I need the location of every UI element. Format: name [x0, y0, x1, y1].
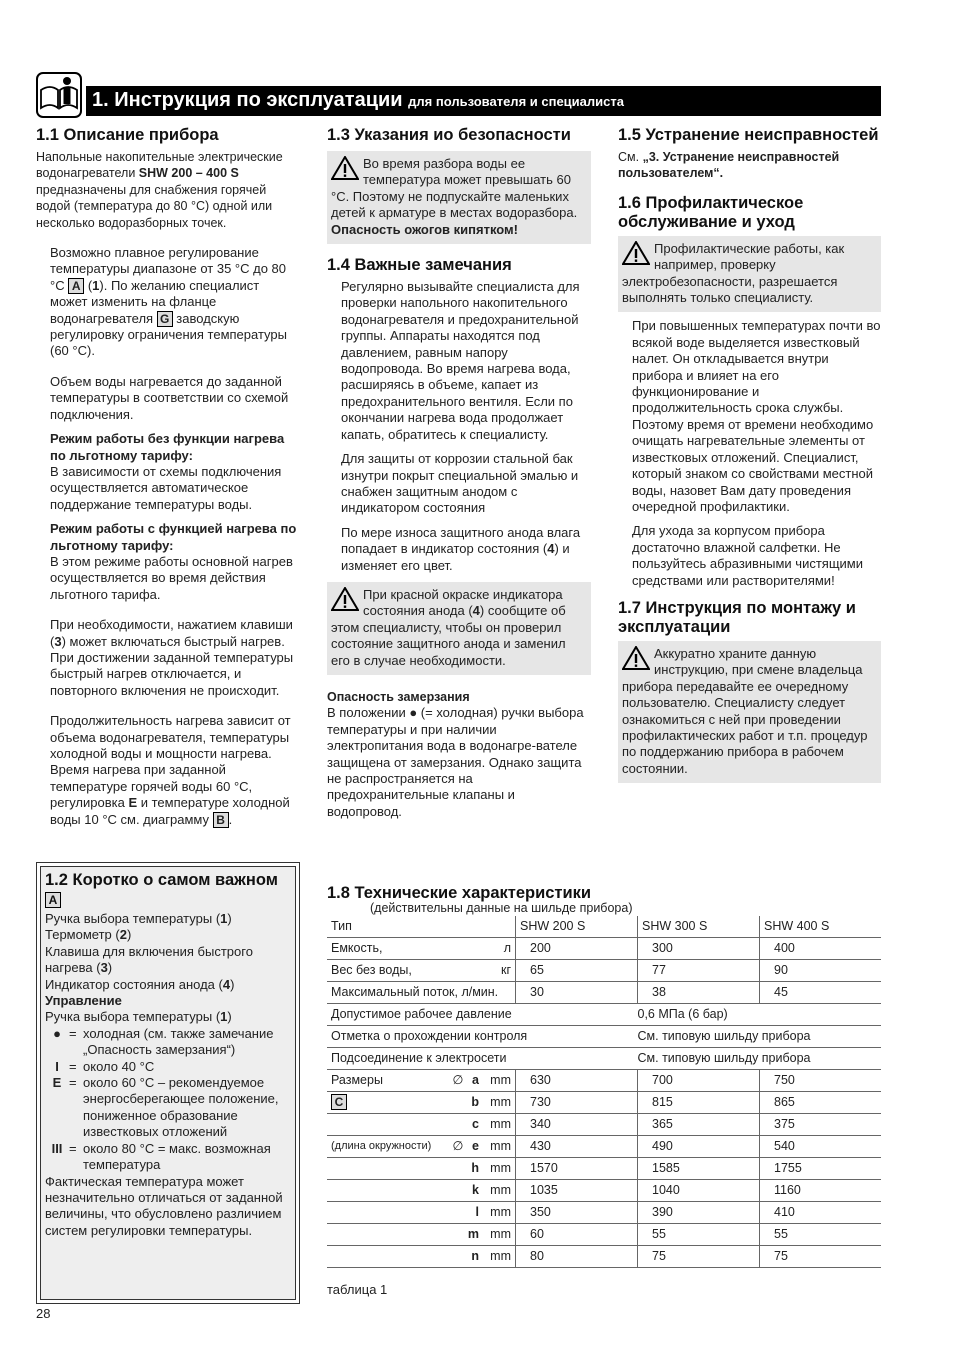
table-row	[327, 938, 881, 960]
table-cell	[327, 1246, 516, 1268]
table-cell: 375	[760, 1114, 882, 1136]
column-3	[618, 126, 881, 783]
warning-icon	[622, 646, 650, 670]
table-cell: 80	[516, 1246, 638, 1268]
paragraph: Продолжительность нагрева зависит от объема водонагревателя, температуры холодной воды и мощности нагрева. Время нагрева при заданной температуре горячей воды 60 °С, регулировка E и температуре холодной воды 10 °С см. диаграмму B .	[50, 713, 291, 827]
page-subtitle: для пользователя и специалиста	[408, 94, 624, 109]
subheading: Опасность замерзания	[327, 689, 470, 704]
dim-unit: mm	[490, 1161, 511, 1176]
dim-key: l	[475, 1205, 479, 1220]
table-cell	[327, 1114, 516, 1136]
dim-key: m	[467, 1227, 479, 1242]
mode-list	[45, 1026, 291, 1174]
warning-box: При красной окраске индикатора состояния анода (4) сообщите об этом специалисту, чтобы он проверил состояние защитного анода и заменил его в случае необходимости.	[327, 582, 591, 675]
table-row	[327, 982, 881, 1004]
list-item: Клавиша для включения быстрого нагрева (3)	[45, 943, 253, 976]
paragraph: Регулярно вызывайте специалиста для проверки напольного накопительного водонагревателя и предохранительной группы. Аппараты находятся под давлением, равным напору водопровода. Во время нагрева вода, расширяясь в объеме, капает из предохранительного вентиля. Если по окончании нагрева вода продолжает капать, обратитесь к специалисту.	[341, 279, 580, 442]
model-header: SHW 400 S	[760, 916, 882, 938]
mode-value: около 40 °С	[83, 1058, 155, 1074]
subheading: Режим работы с функцией нагрева по льготному тарифу:	[50, 521, 297, 553]
table-cell: 38	[638, 982, 760, 1004]
section-1-1: 1.1 Описание прибора Напольные накопительные электрические водонагреватели SHW 200 – 400 S предназначены для снабжения горячей водой (температура до 80 °С) одной или несколько водоразборных точек. Возможно плавное регулирование температуры диапазоне от 35 °С до 80 °С A (1). По желанию специалист может изменить на фланце водонагревателя G заводскую регулировку ограничения температуры (60 °С). Объем воды нагревается до заданной температуры в соответствии со схемой подключения. Режим работы без функции нагрева по льготному тарифу: В зависимости от схемы подключения осуществляется автоматическое поддержание температуры воды. Режим работы с функцией нагрева по льготному тарифу: В этом режиме работы основной нагрев осуществляется во время действия льготного тарифа. При необходимости, нажатием клавиши (3) может включаться быстрый нагрев. При достижении заданной температуры быстрый нагрев отключается, и повторного включения не происходит. Продолжительность нагрева зависит от объема водонагревателя, температуры холодной воды и мощности нагрева. Время нагрева при заданной температуре горячей воды 60 °С, регулировка E и температуре холодной воды 10 °С см. диаграмму B .	[36, 126, 297, 827]
table-row	[327, 1004, 881, 1026]
table-cell: 340	[516, 1114, 638, 1136]
warning-icon	[331, 587, 359, 611]
section-title: 1.7 Инструкция по монтажу и эксплуатации	[618, 598, 856, 636]
table-cell	[327, 1092, 516, 1114]
warning-icon	[622, 241, 650, 265]
section-title: 1.8 Технические характеристики	[327, 884, 592, 902]
dim-key: h	[471, 1161, 479, 1176]
table-row	[327, 1246, 881, 1268]
table-cell: 630	[516, 1070, 638, 1092]
table-cell: 45	[760, 982, 882, 1004]
table-cell: 60	[516, 1224, 638, 1246]
section-title: 1.5 Устранение неисправностей	[618, 126, 879, 144]
column-2	[327, 126, 591, 828]
model-header: SHW 200 S	[516, 916, 638, 938]
table-cell: 815	[638, 1092, 760, 1114]
dim-unit: mm	[490, 1139, 511, 1154]
mode-eq: =	[69, 1140, 77, 1156]
mode-row	[45, 1141, 291, 1174]
table-cell: 90	[760, 960, 882, 982]
dim-unit: mm	[490, 1205, 511, 1220]
table-row	[327, 1070, 881, 1092]
page-number: 28	[36, 1306, 51, 1321]
section-title: 1.2 Коротко о самом важном	[45, 871, 278, 889]
table-row	[327, 916, 881, 938]
row-label: Максимальный поток, л/мин.	[331, 985, 499, 1000]
dim-key: c	[472, 1117, 479, 1132]
mode-row	[45, 1026, 291, 1059]
table-row	[327, 1202, 881, 1224]
table-cell: 77	[638, 960, 760, 982]
dim-unit: mm	[490, 1249, 511, 1264]
row-label: Вес без воды,	[331, 963, 412, 978]
table-cell: 55	[638, 1224, 760, 1246]
item-list	[45, 911, 291, 993]
quick-reference-box	[36, 862, 300, 1304]
table-row	[327, 1026, 881, 1048]
section-title: 1.6 Профилактическое обслуживание и уход	[618, 193, 804, 231]
paragraph: Объем воды нагревается до заданной температуры в соответствии со схемой подключения.	[50, 373, 289, 422]
table-cell	[327, 1158, 516, 1180]
dim-key: n	[471, 1249, 479, 1264]
mode-value: около 60 °С – рекомендуемое энергосберегающее положение, пониженное образование известковых отложений	[83, 1075, 279, 1140]
table-cell: 1160	[760, 1180, 882, 1202]
table-cell: См. типовую шильду прибора	[638, 1048, 882, 1070]
paragraph: Для ухода за корпусом прибора достаточно влажной салфетки. Не пользуйтесь абразивными чистящими средствами или растворителями!	[632, 523, 863, 588]
table-cell: Тип	[327, 916, 516, 938]
table-row	[327, 1136, 881, 1158]
table-cell	[327, 1070, 516, 1092]
table-cell	[327, 938, 516, 960]
table-cell: 75	[760, 1246, 882, 1268]
paragraph: В положении ● (= холодная) ручки выбора температуры и при наличии электропитания вода в водонагре-вателе защищена от замерзания. Однако защита не распространяется на предохранительные клапаны и водопровод.	[327, 705, 584, 819]
note: Фактическая температура может незначительно отличаться от заданной величины, что обусловлено различием систем регулировки температуры.	[45, 1173, 283, 1238]
table-cell: 350	[516, 1202, 638, 1224]
warning-box: Во время разбора воды ее температура может превышать 60 °С. Поэтому не подпускайте маленьких детей к арматуре в местах водоразбора. Опасность ожогов кипятком!	[327, 151, 591, 244]
table-cell: 55	[760, 1224, 882, 1246]
table-cell: 410	[760, 1202, 882, 1224]
table-caption: таблица 1	[327, 1282, 388, 1297]
paragraph: В зависимости от схемы подключения осуществляется автоматическое поддержание температуры воды.	[50, 463, 282, 512]
dims-label: Размеры	[331, 1072, 383, 1087]
mode-eq: =	[69, 1025, 77, 1041]
book-info-icon	[36, 72, 82, 118]
section-title: 1.1 Описание прибора	[36, 126, 219, 144]
warning-box: Профилактические работы, как например, проверку электробезопасности, разрешается выполнять только специалисту.	[618, 236, 881, 313]
mode-value: около 80 °С = макс. возможная температура	[83, 1140, 271, 1173]
section-subtitle: (действительны данные на шильде прибора)	[370, 901, 633, 915]
table-row	[327, 1048, 881, 1070]
table-cell: См. типовую шильду прибора	[638, 1026, 882, 1048]
table-cell: 1755	[760, 1158, 882, 1180]
mode-key: E	[52, 1075, 62, 1091]
paragraph: См. „3. Устранение неисправностей пользователем“.	[618, 150, 840, 181]
paragraph: В этом режиме работы основной нагрев осуществляется во время действия льготного тарифа.	[50, 553, 293, 602]
table-cell: 540	[760, 1136, 882, 1158]
table-cell: 730	[516, 1092, 638, 1114]
table-cell: Подсоединение к электросети	[327, 1048, 638, 1070]
table-row	[327, 1158, 881, 1180]
dim-symbol: ∅	[452, 1073, 464, 1088]
table-cell	[327, 960, 516, 982]
paragraph: Для защиты от коррозии стальной бак изнутри покрыт специальной эмалью и снабжен защитным анодом с индикатором состояния	[341, 451, 579, 516]
table-cell: 200	[516, 938, 638, 960]
table-cell	[327, 1136, 516, 1158]
table-cell: 75	[638, 1246, 760, 1268]
table-cell: 65	[516, 960, 638, 982]
dim-symbol: ∅	[452, 1139, 464, 1154]
mode-key: I	[55, 1058, 59, 1074]
table-cell: 750	[760, 1070, 882, 1092]
list-item: Индикатор состояния анода (4)	[45, 976, 235, 992]
table-cell	[327, 1202, 516, 1224]
list-item: Ручка выбора температуры (1)	[45, 911, 232, 926]
page-title: 1. Инструкция по эксплуатации для пользователя и специалиста	[92, 89, 624, 111]
mode-eq: =	[69, 1058, 77, 1074]
table-cell: 1040	[638, 1180, 760, 1202]
model-header: SHW 300 S	[638, 916, 760, 938]
paragraph: Возможно плавное регулирование температуры диапазоне от 35 °С до 80 °С A (1). По желанию специалист может изменить на фланце водонагревателя G заводскую регулировку ограничения температуры (60 °С).	[50, 245, 287, 359]
mode-key: III	[51, 1140, 63, 1156]
mode-value: холодная (см. также замечание „Опасность замерзания“)	[83, 1025, 274, 1058]
table-cell: 365	[638, 1114, 760, 1136]
section-1-8	[327, 884, 881, 1298]
warning-icon	[331, 156, 359, 180]
paragraph: По мере износа защитного анода влага попадает в индикатор состояния (4) и изменяет его цвет.	[341, 524, 581, 573]
dim-unit: mm	[490, 1227, 511, 1242]
figure-ref-a: A	[68, 278, 84, 294]
dim-key: b	[471, 1095, 479, 1110]
table-cell: 1570	[516, 1158, 638, 1180]
figure-ref-c: C	[331, 1094, 347, 1110]
table-cell: 30	[516, 982, 638, 1004]
dim-key: k	[472, 1183, 479, 1198]
table-row	[327, 1224, 881, 1246]
row-unit: кг	[500, 963, 511, 978]
figure-ref-b: B	[213, 812, 229, 828]
dim-unit: mm	[490, 1183, 511, 1198]
paragraph: При повышенных температурах почти во всякой воде выделяется известковый налет. Он откладывается внутри прибора и влияет на его функционирование и продолжительность срока службы. Поэтому время от времени необходимо очищать нагревательные элементы от известковых отложений. Специалист, который знаком со свойствами местной воды, назовет Вам дату проведения очередной профилактики.	[632, 318, 881, 514]
table-cell: 400	[760, 938, 882, 960]
table-cell	[327, 982, 516, 1004]
table-cell: 300	[638, 938, 760, 960]
figure-ref-g: G	[157, 311, 173, 327]
section-title: 1.4 Важные замечания	[327, 256, 512, 275]
mode-eq: =	[69, 1075, 77, 1091]
table-cell: Отметка о прохождении контроля	[327, 1026, 638, 1048]
table-cell: 0,6 МПа (6 бар)	[638, 1004, 882, 1026]
paragraph: При необходимости, нажатием клавиши (3) может включаться быстрый нагрев. При достижении заданной температуры быстрый нагрев отключается, и повторного включения не происходит.	[50, 617, 294, 698]
table-cell: 700	[638, 1070, 760, 1092]
table-row	[327, 1114, 881, 1136]
list-item: Термометр (2)	[45, 927, 132, 943]
row-unit: л	[503, 941, 511, 956]
table-cell: 865	[760, 1092, 882, 1114]
table-cell: 490	[638, 1136, 760, 1158]
dim-unit: mm	[490, 1117, 511, 1132]
table-cell	[327, 1180, 516, 1202]
table-cell	[327, 1224, 516, 1246]
subheading: Режим работы без функции нагрева по льготному тарифу:	[50, 431, 285, 463]
dim-unit: mm	[490, 1095, 511, 1110]
figure-ref-a: A	[45, 892, 61, 908]
table-row	[327, 1092, 881, 1114]
table-cell: Допустимое рабочее давление	[327, 1004, 638, 1026]
table-cell: 430	[516, 1136, 638, 1158]
dim-key: e	[472, 1139, 479, 1154]
mode-key: ●	[53, 1025, 61, 1041]
mode-row	[45, 1075, 291, 1141]
table-cell: 1585	[638, 1158, 760, 1180]
subheading: Управление	[45, 993, 122, 1009]
mode-row	[45, 1059, 291, 1075]
dim-unit: mm	[490, 1073, 511, 1088]
dim-key: a	[472, 1073, 479, 1088]
table-row	[327, 960, 881, 982]
table-cell: 390	[638, 1202, 760, 1224]
spec-table	[327, 916, 881, 1268]
table-row	[327, 1180, 881, 1202]
circumference-note: (длина окружности)	[331, 1140, 432, 1153]
warning-box: Аккуратно храните данную инструкцию, при смене владельца прибора передавайте ее очередному пользователю. Специалисту следует ознакомиться с ней при проведении профилактических работ и т.п. процедур по поддержанию прибора в рабочем состоянии.	[618, 641, 881, 783]
row-label: Емкость,	[331, 941, 383, 956]
table-cell: 1035	[516, 1180, 638, 1202]
section-title: 1.3 Указания ио безопасности	[327, 126, 571, 144]
control-line: Ручка выбора температуры (1)	[45, 1009, 232, 1025]
